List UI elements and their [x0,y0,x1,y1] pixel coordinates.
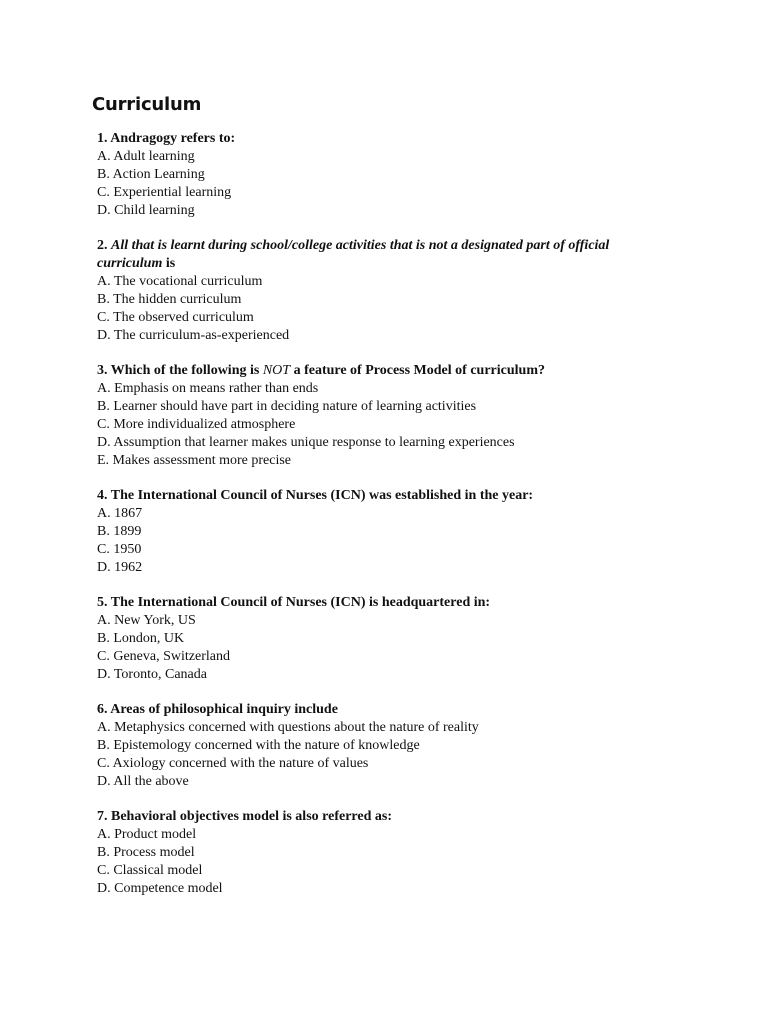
question-text: Andragogy refers to: [110,131,236,146]
answer-option: D. The curriculum-as-experienced [97,328,290,343]
question-6 [97,701,657,791]
answer-option: D. All the above [97,774,189,789]
question-text: The International Council of Nurses (ICN) was established in the year: [110,488,534,503]
answer-option: C. More individualized atmosphere [97,417,296,432]
answer-option: B. 1899 [97,524,142,539]
question-text-emphasis: NOT [262,363,291,378]
answer-option: A. Adult learning [97,149,195,164]
question-text: Areas of philosophical inquiry include [110,702,338,717]
answer-option: D. Toronto, Canada [97,667,207,682]
answer-option: D. 1962 [97,560,143,575]
question-number: 7. [97,809,108,824]
answer-option: B. Process model [97,845,195,860]
question-number: 2. [97,238,108,253]
question-stem [97,594,657,612]
answer-option: C. 1950 [97,542,142,557]
answer-option: D. Assumption that learner makes unique response to learning experiences [97,435,515,450]
question-text: Which of the following is [110,363,260,378]
answer-option: D. Competence model [97,881,223,896]
answer-option: B. Learner should have part in deciding nature of learning activities [97,399,477,414]
answer-option: C. Axiology concerned with the nature of values [97,756,369,771]
answer-option: B. The hidden curriculum [97,292,242,307]
question-7 [97,808,657,898]
question-2 [97,237,617,345]
answer-option: C. The observed curriculum [97,310,254,325]
question-stem [97,808,657,826]
question-5 [97,594,657,684]
answer-option: A. Product model [97,827,197,842]
answer-option: C. Geneva, Switzerland [97,649,230,664]
question-number: 4. [97,488,108,503]
answer-option: C. Classical model [97,863,203,878]
question-text: The International Council of Nurses (ICN) is headquartered in: [110,595,491,610]
question-4 [97,487,657,577]
question-stem [97,237,617,273]
question-stem [97,130,657,148]
answer-option: E. Makes assessment more precise [97,453,291,468]
question-text: Behavioral objectives model is also referred as: [111,809,392,824]
answer-option: A. Emphasis on means rather than ends [97,381,319,396]
question-1 [97,130,657,220]
answer-option: D. Child learning [97,203,195,218]
question-stem [97,701,657,719]
answer-option: B. Action Learning [97,167,205,182]
page-title: Curriculum [92,94,202,115]
question-number: 6. [97,702,108,717]
answer-option: B. London, UK [97,631,185,646]
answer-option: A. 1867 [97,506,143,521]
question-stem [97,487,657,505]
question-3 [97,362,657,470]
question-number: 1. [97,131,108,146]
question-text-italic: All that is learnt during school/college activities that is not a designated part of official curriculum [97,238,610,271]
answer-option: C. Experiential learning [97,185,232,200]
question-text: a feature of Process Model of curriculum? [293,363,545,378]
answer-option: A. The vocational curriculum [97,274,263,289]
answer-option: A. New York, US [97,613,196,628]
question-text-tail: is [165,256,176,271]
question-number: 3. [97,363,108,378]
answer-option: B. Epistemology concerned with the nature of knowledge [97,738,420,753]
question-number: 5. [97,595,108,610]
answer-option: A. Metaphysics concerned with questions about the nature of reality [97,720,479,735]
question-stem [97,362,657,380]
